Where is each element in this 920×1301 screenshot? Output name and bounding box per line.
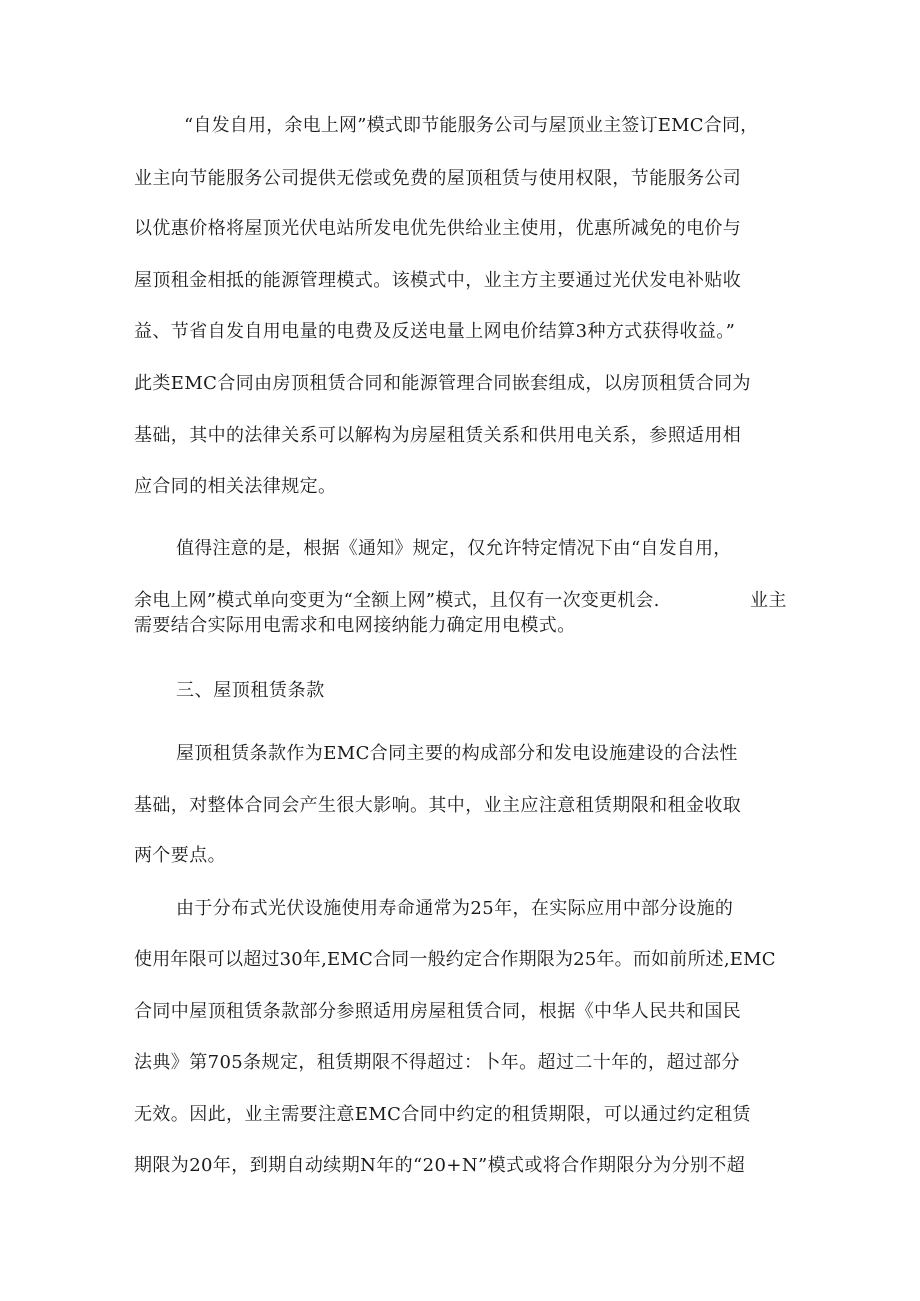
paragraph-line: 以优惠价格将屋顶光伏电站所发电优先供给业主使用，优惠所减免的电价与 <box>134 218 742 239</box>
paragraph-line: 基础，对整体合同会产生很大影响。其中，业主应注意租赁期限和租金收取 <box>134 795 742 816</box>
paragraph-line: 业主 <box>750 590 787 611</box>
paragraph-line: 无效。因此，业主需要注意EMC合同中约定的租赁期限，可以通过约定租赁 <box>134 1104 751 1125</box>
paragraph-line: 期限为20年，到期自动续期N年的“20+N”模式或将合作期限分为分别不超 <box>134 1155 746 1176</box>
paragraph-line: 使用年限可以超过30年,EMC合同一般约定合作期限为25年。而如前所述,EMC <box>134 949 776 970</box>
paragraph-line: “自发自用，余电上网”模式即节能服务公司与屋顶业主签订EMC合同， <box>184 115 759 136</box>
paragraph-line: 由于分布式光伏设施使用寿命通常为25年，在实际应用中部分设施的 <box>176 898 734 919</box>
paragraph-line: 合同中屋顶租赁条款部分参照适用房屋租赁合同，根据《中华人民共和国民 <box>134 1001 742 1022</box>
section-heading: 三、屋顶租赁条款 <box>176 680 325 701</box>
paragraph-line: 屋顶租赁条款作为EMC合同主要的构成部分和发电设施建设的合法性 <box>176 743 738 764</box>
paragraph-line: 法典》第705条规定，租赁期限不得超过：卜年。超过二十年的，超过部分 <box>134 1052 740 1073</box>
paragraph-line: 值得注意的是，根据《通知》规定，仅允许特定情况下由“自发自用， <box>176 538 732 559</box>
paragraph-line: 此类EMC合同由房顶租赁合同和能源管理合同嵌套组成，以房顶租赁合同为 <box>134 373 751 394</box>
paragraph-line: 两个要点。 <box>134 845 226 866</box>
paragraph-line: 余电上网”模式单向变更为“全额上网”模式，且仅有一次变更机会. <box>134 590 660 611</box>
paragraph-line: 屋顶租金相抵的能源管理模式。该模式中，业主方主要通过光伏发电补贴收 <box>134 270 742 291</box>
paragraph-line: 应合同的相关法律规定。 <box>134 476 337 497</box>
paragraph-line: 基础，其中的法律关系可以解构为房屋租赁关系和供用电关系，参照适用相 <box>134 425 742 446</box>
paragraph-line: 需要结合实际用电需求和电网接纳能力确定用电模式。 <box>134 615 576 636</box>
paragraph-line: 业主向节能服务公司提供无偿或免费的屋顶租赁与使用权限，节能服务公司 <box>134 168 742 189</box>
paragraph-line: 益、节省自发自用电量的电费及反送电量上网电价结算3种方式获得收益。” <box>134 321 736 342</box>
